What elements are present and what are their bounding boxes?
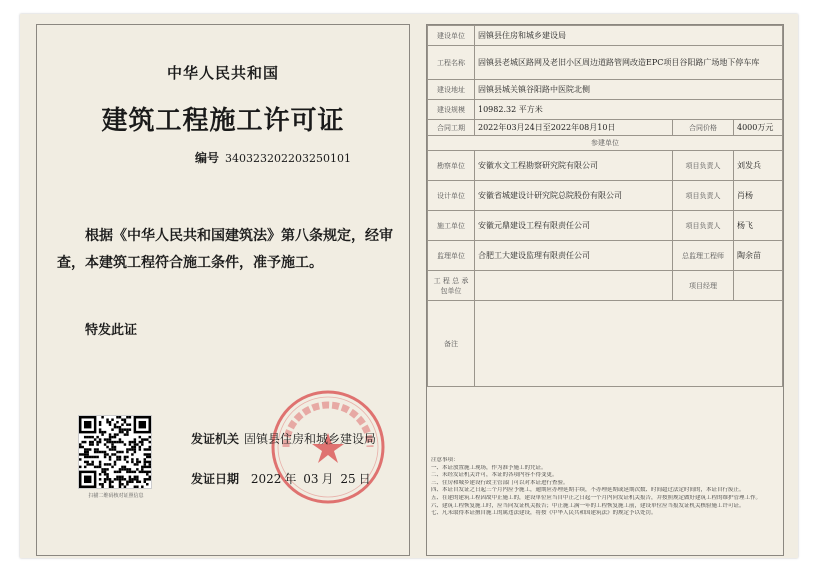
issue-year-unit: 年 <box>284 472 297 486</box>
note-line: 三、住房和城乡建设行政主管部门可以对本证进行查验。 <box>431 479 569 486</box>
note-line: 六、建筑工程恢复施工时，应当向发证机关报告；中止施工满一年的工程恢复施工前，建设单位应当报发证机关核验施工许可证。 <box>431 502 745 509</box>
unit-person: 肖杨 <box>734 181 783 211</box>
unit-role: 总监理工程师 <box>673 241 734 271</box>
certificate-left-panel <box>36 24 410 556</box>
table-row <box>428 181 783 211</box>
price-value: 4000万元 <box>734 120 783 136</box>
issue-year: 2022 <box>250 472 282 486</box>
issuer-value: 固镇县住房和城乡建设局 <box>244 432 377 446</box>
issue-month-unit: 月 <box>321 472 334 486</box>
number-value: 340323202203250101 <box>225 152 351 165</box>
unit-person: 陶余苗 <box>734 241 783 271</box>
unit-role: 项目负责人 <box>673 151 734 181</box>
official-seal-icon <box>268 387 388 507</box>
table-row <box>428 211 783 241</box>
unit-role: 项目负责人 <box>673 211 734 241</box>
participants-header: 参建单位 <box>428 136 783 151</box>
unit-label: 勘察单位 <box>428 151 475 181</box>
unit-name: 安徽省城建设计研究院总院股份有限公司 <box>475 181 673 211</box>
scale-value: 10982.32 平方米 <box>475 100 783 120</box>
unit-label: 施工单位 <box>428 211 475 241</box>
note-line: 注意事项： <box>431 457 459 463</box>
unit-person: 刘发兵 <box>734 151 783 181</box>
issuer-line <box>191 430 376 447</box>
certificate-right-panel <box>426 24 784 556</box>
project-value: 固镇县老城区路网及老旧小区周边道路管网改造EPC项目谷阳路广场地下停车库 <box>475 46 783 80</box>
certificate-body-text: 根据《中华人民共和国建筑法》第八条规定，经审查，本建筑工程符合施工条件，准予施工。 <box>57 228 393 271</box>
unit-person <box>734 271 783 301</box>
period-value: 2022年03月24日至2022年08月10日 <box>475 120 673 136</box>
unit-name <box>475 271 673 301</box>
unit-name: 安徽水文工程勘察研究院有限公司 <box>475 151 673 181</box>
issue-month: 03 <box>303 472 319 486</box>
notes-section <box>431 457 779 518</box>
certificate-title: 建筑工程施工许可证 <box>101 106 345 136</box>
issue-day: 25 <box>340 472 356 486</box>
remarks-label: 备注 <box>428 301 475 387</box>
builder-label: 建设单位 <box>428 26 475 46</box>
certificate-number <box>195 149 351 166</box>
note-line: 七、凡未取得本证擅自施工的属违法建设，将按《中华人民共和国建筑法》的规定予以处罚。 <box>431 510 657 517</box>
note-line: 一、本证放置施工现场，作为准予施工的凭证。 <box>431 464 547 471</box>
note-line: 五、在建的建筑工程因故中止施工的，建设单位应当自中止之日起一个月内向发证机关报告，并按照规定做好建筑工程的维护管理工作。 <box>431 494 762 501</box>
number-label: 编号 <box>195 151 220 165</box>
country-name: 中华人民共和国 <box>166 64 279 82</box>
remarks-value <box>475 301 783 387</box>
scale-label: 建设规模 <box>428 100 475 120</box>
unit-label: 设计单位 <box>428 181 475 211</box>
unit-role: 项目经理 <box>673 271 734 301</box>
unit-name: 合肥工大建设监理有限责任公司 <box>475 241 673 271</box>
table-row <box>428 271 783 301</box>
project-info-table <box>427 25 783 387</box>
unit-label: 监理单位 <box>428 241 475 271</box>
price-label: 合同价格 <box>673 120 734 136</box>
issue-date-label: 发证日期 <box>191 472 240 486</box>
address-label: 建设地址 <box>428 80 475 100</box>
note-line: 四、本证自发证之日起三个月内应予施工，逾期应办理延期手续，不办理延期或延期次数、时间超过法定时间的，本证自行废止。 <box>431 487 745 494</box>
issuer-label: 发证机关 <box>191 432 240 446</box>
unit-role: 项目负责人 <box>673 181 734 211</box>
qr-code-icon[interactable] <box>78 415 152 489</box>
table-row <box>428 241 783 271</box>
address-value: 固镇县城关镇谷阳路中医院北侧 <box>475 80 783 100</box>
unit-name: 安徽元鼎建设工程有限责任公司 <box>475 211 673 241</box>
unit-person: 杨飞 <box>734 211 783 241</box>
issue-date-line <box>191 470 371 487</box>
note-line: 二、未经发证机关许可，本证的各项内容不得变更。 <box>431 472 558 479</box>
builder-value: 固镇县住房和城乡建设局 <box>475 26 783 46</box>
table-row <box>428 151 783 181</box>
issue-day-unit: 日 <box>358 472 371 486</box>
period-label: 合同工期 <box>428 120 475 136</box>
unit-label: 工 程 总 承包单位 <box>428 271 475 301</box>
special-issue-text: 特发此证 <box>85 323 138 338</box>
project-label: 工程名称 <box>428 46 475 80</box>
qr-caption: 扫描二维码核对证照信息 <box>88 493 144 499</box>
